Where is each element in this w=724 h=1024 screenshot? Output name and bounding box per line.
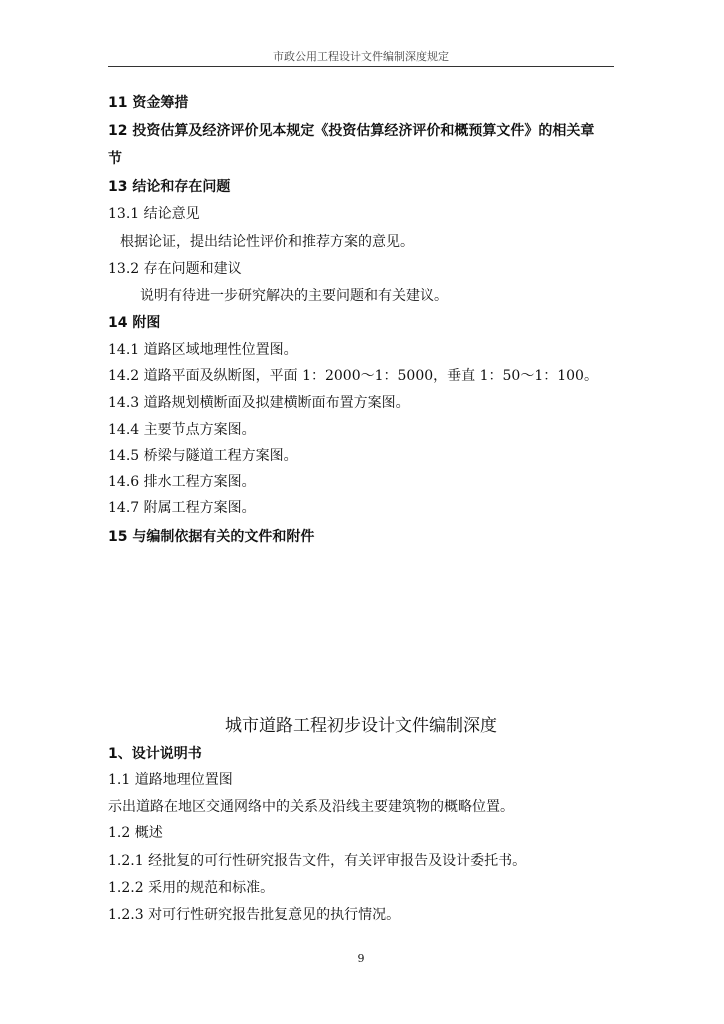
list-item-1-2-2: 1.2.2 采用的规范和标准。 — [108, 880, 275, 896]
paragraph-13-1: 根据论证，提出结论性评价和推荐方案的意见。 — [120, 234, 414, 250]
subheading-1-2: 1.2 概述 — [108, 825, 163, 841]
list-item-1-2-3: 1.2.3 对可行性研究报告批复意见的执行情况。 — [108, 907, 401, 923]
list-item-14-1: 14.1 道路区域地理性位置图。 — [108, 342, 298, 358]
heading-12-investment: 12 投资估算及经济评价见本规定《投资估算经济评价和概预算文件》的相关章 — [108, 123, 595, 139]
list-item-14-5: 14.5 桥梁与隧道工程方案图。 — [108, 448, 298, 464]
list-item-14-3: 14.3 道路规划横断面及拟建横断面布置方案图。 — [108, 395, 410, 411]
subheading-13-1: 13.1 结论意见 — [108, 206, 200, 222]
heading-11-funding: 11 资金筹措 — [108, 95, 189, 111]
heading-13-conclusion: 13 结论和存在问题 — [108, 179, 231, 195]
subheading-13-2: 13.2 存在问题和建议 — [108, 261, 242, 277]
list-item-14-7: 14.7 附属工程方案图。 — [108, 500, 256, 516]
heading-12-continuation: 节 — [108, 151, 122, 167]
section-title: 城市道路工程初步设计文件编制深度 — [225, 716, 497, 736]
running-header — [108, 48, 614, 67]
subheading-1-1: 1.1 道路地理位置图 — [108, 772, 233, 788]
paragraph-1-1: 示出道路在地区交通网络中的关系及沿线主要建筑物的概略位置。 — [108, 799, 514, 815]
list-item-14-2: 14.2 道路平面及纵断图，平面 1：2000～1：5000，垂直 1：50～1：100。 — [108, 368, 598, 384]
running-header-title: 市政公用工程设计文件编制深度规定 — [273, 50, 449, 63]
heading-1-design-notes: 1、设计说明书 — [108, 746, 202, 762]
list-item-14-6: 14.6 排水工程方案图。 — [108, 474, 256, 490]
list-item-14-4: 14.4 主要节点方案图。 — [108, 422, 256, 438]
paragraph-13-2: 说明有待进一步研究解决的主要问题和有关建议。 — [140, 288, 448, 304]
list-item-1-2-1: 1.2.1 经批复的可行性研究报告文件，有关评审报告及设计委托书。 — [108, 853, 527, 869]
heading-14-figures: 14 附图 — [108, 315, 161, 331]
heading-15-documents: 15 与编制依据有关的文件和附件 — [108, 529, 315, 545]
page-number: 9 — [357, 952, 365, 965]
